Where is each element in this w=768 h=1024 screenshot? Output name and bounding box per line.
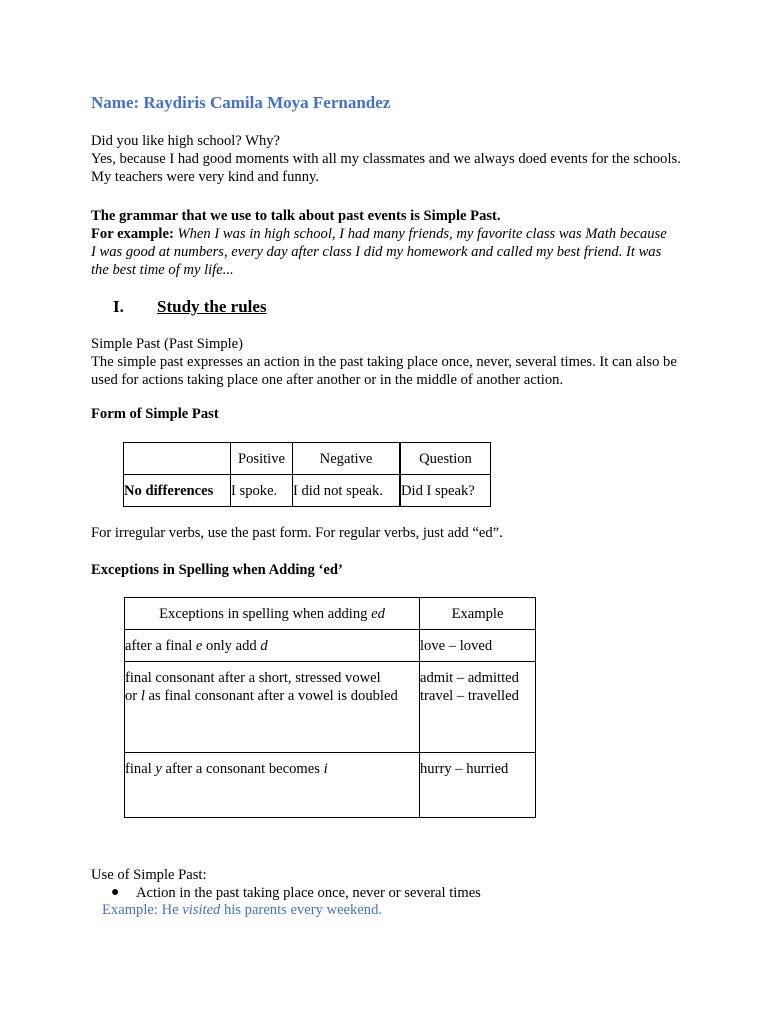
- list-item: ● Action in the past taking place once, never or several times: [111, 885, 481, 901]
- form-table: [123, 442, 491, 507]
- simple-past-desc: The simple past expresses an action in the past taking place once, never, several times. It can also be used for actions taking place one after another or in the middle of another action.: [91, 354, 677, 388]
- question-paragraph: [91, 132, 691, 186]
- student-name-heading: Name: Raydiris Camila Moya Fernandez: [91, 93, 391, 112]
- use-bullet-list: [91, 884, 691, 902]
- exceptions-header-left: [125, 598, 420, 630]
- exceptions-row-3-rule: final y after a consonant becomes i: [125, 753, 420, 818]
- form-table-row: [124, 475, 491, 507]
- bullet-dot-icon: ●: [111, 885, 120, 900]
- exceptions-row-1: [125, 630, 536, 662]
- simple-past-title: Simple Past (Past Simple): [91, 336, 244, 352]
- exceptions-header-left-em: ed: [371, 605, 385, 622]
- form-table-header-negative: Negative: [293, 443, 401, 475]
- exceptions-row-2-example: admit – admitted travel – travelled: [420, 662, 536, 753]
- exceptions-row-2: [125, 662, 536, 753]
- exceptions-header-row: [125, 598, 536, 630]
- form-table-cell-negative: I did not speak.: [293, 475, 401, 507]
- form-table-header-row: [124, 443, 491, 475]
- simple-past-paragraph: [91, 335, 691, 389]
- form-table-cell-positive: I spoke.: [231, 475, 293, 507]
- section-title: Study the rules: [157, 297, 267, 316]
- example-text: When I was in high school, I had many friends, my favorite class was Math because I was good at numbers, every day after class I did my homework and called my best friend. It was the best time of my life...: [91, 226, 667, 278]
- exceptions-heading: Exceptions in Spelling when Adding ‘ed’: [91, 562, 343, 578]
- grammar-paragraph: [91, 207, 671, 279]
- exceptions-table: [124, 597, 536, 818]
- example-label: For example:: [91, 226, 174, 242]
- form-table-header-positive: Positive: [231, 443, 293, 475]
- grammar-intro: The grammar that we use to talk about past events is Simple Past.: [91, 208, 501, 224]
- form-heading: Form of Simple Past: [91, 406, 219, 422]
- use-example: Example: He visited his parents every weekend.: [102, 902, 383, 918]
- use-section: [91, 866, 691, 902]
- exceptions-header-left-text: Exceptions in spelling when adding: [159, 605, 372, 622]
- exceptions-row-3: [125, 753, 536, 818]
- exceptions-row-3-example: hurry – hurried: [420, 753, 536, 818]
- use-heading: Use of Simple Past:: [91, 867, 207, 883]
- section-number: I.: [113, 297, 124, 316]
- exceptions-header-right: Example: [420, 598, 536, 630]
- irregular-note: For irregular verbs, use the past form. For regular verbs, just add “ed”.: [91, 525, 503, 541]
- exceptions-row-1-example: love – loved: [420, 630, 536, 662]
- form-table-corner-cell: [124, 443, 231, 475]
- question-text: Did you like high school? Why?: [91, 133, 281, 149]
- section-heading: [91, 297, 267, 317]
- form-table-header-question: Question: [400, 443, 491, 475]
- exceptions-row-1-rule: after a final e only add d: [125, 630, 420, 662]
- exceptions-row-2-rule: final consonant after a short, stressed vowel or l as final consonant after a vowel is doubled: [125, 662, 420, 753]
- form-table-cell-question: Did I speak?: [400, 475, 491, 507]
- form-table-row-label: No differences: [124, 475, 231, 507]
- answer-text: Yes, because I had good moments with all my classmates and we always doed events for the schools. My teachers were very kind and funny.: [91, 151, 681, 185]
